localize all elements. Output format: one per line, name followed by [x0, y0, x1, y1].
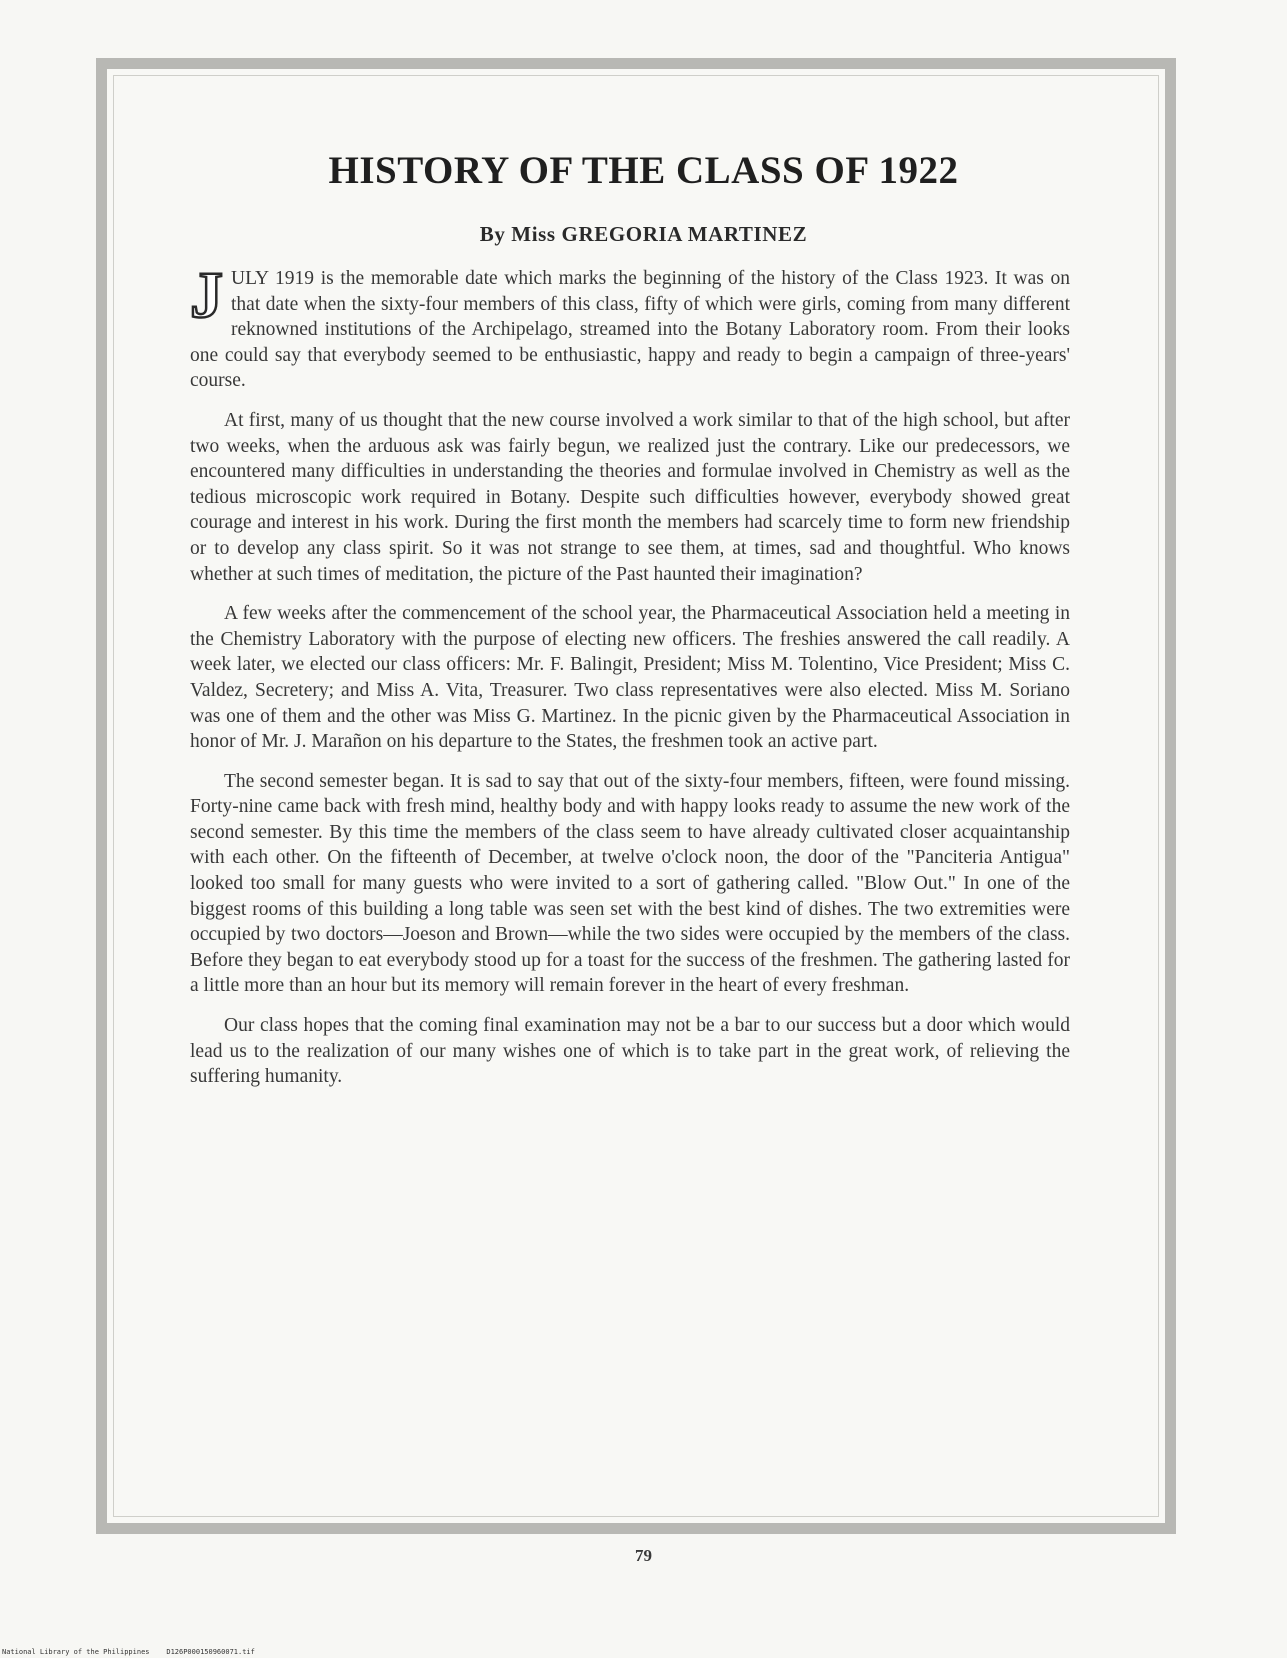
- paragraph-1: [190, 259, 1070, 394]
- paragraph-4: The second semester began. It is sad to say that out of the sixty-four members, fifteen, were found missing. Forty-nine came back with fresh mind, healthy body and with happy looks ready to assume the new work of the second semester. By this time the members of the class seem to have already cultivated closer acquaintanship with each other. On the fifteenth of December, at twelve o'clock noon, the door of the "Panciteria Antigua" looked too small for many guests who were invited to a sort of gathering called. "Blow Out." In one of the biggest rooms of this building a long table was seen set with the best kind of dishes. The two extremities were occupied by two doctors—Joeson and Brown—while the two sides were occupied by the members of the class. Before they began to eat everybody stood up for a toast for the success of the freshmen. The gathering lasted for a little more than an hour but its memory will remain forever in the heart of every freshman.: [190, 770, 1070, 997]
- article-title: HISTORY OF THE CLASS OF 1922: [328, 149, 959, 192]
- scan-footer-label: National Library of the Philippines D126P000150960071.tif: [2, 1648, 255, 1656]
- article-body: [190, 259, 1070, 1104]
- article-byline: By Miss GREGORIA MARTINEZ: [479, 222, 808, 246]
- paragraph-5: Our class hopes that the coming final examination may not be a bar to our success but a door which would lead us to the realization of our many wishes one of which is to take part in the great work, of relieving the suffering humanity.: [190, 1015, 1070, 1088]
- paragraph-1-text: ULY 1919 is the memorable date which marks the beginning of the history of the Class 1923. It was on that date when the sixty-four members of this class, fifty of which were girls, coming from many different reknowned institutions of the Archipelago, streamed into the Botany Laboratory room. From their looks one could say that everybody seemed to be enthusiastic, happy and ready to begin a campaign of three-years' course.: [190, 268, 1070, 392]
- paragraph-2: At first, many of us thought that the new course involved a work similar to that of the high school, but after two weeks, when the arduous ask was fairly begun, we realized just the contrary. Like our predecessors, we encountered many difficulties in understanding the theories and formulae involved in Chemistry as well as the tedious microscopic work required in Botany. Despite such difficulties however, everybody showed great courage and interest in his work. During the first month the members had scarcely time to form new friendship or to develop any class spirit. So it was not strange to see them, at times, sad and thoughtful. Who knows whether at such times of meditation, the picture of the Past haunted their imagination?: [190, 409, 1070, 585]
- paragraph-3: A few weeks after the commencement of the school year, the Pharmaceutical Association held a meeting in the Chemistry Laboratory with the purpose of electing new officers. The freshies answered the call readily. A week later, we elected our class officers: Mr. F. Balingit, President; Miss M. Tolentino, Vice President; Miss C. Valdez, Secretery; and Miss A. Vita, Treasurer. Two class representatives were also elected. Miss M. Soriano was one of them and the other was Miss G. Martinez. In the picnic given by the Pharmaceutical Association in honor of Mr. J. Marañon on his departure to the States, the freshmen took an active part.: [190, 603, 1070, 753]
- drop-cap: J: [190, 259, 223, 332]
- page-number: 79: [635, 1546, 652, 1565]
